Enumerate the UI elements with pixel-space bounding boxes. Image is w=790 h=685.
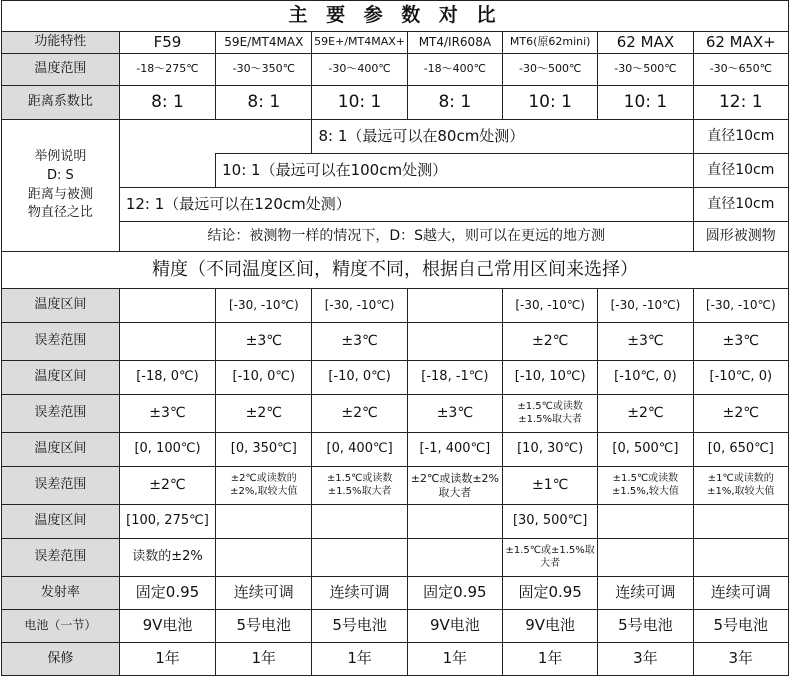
example-row <box>2 188 789 222</box>
label-line: 物直径之比 <box>27 205 93 221</box>
row-label: 误差范围 <box>2 395 120 433</box>
precision-row <box>2 505 789 539</box>
battery-row <box>2 610 789 643</box>
cell: [-30, -10℃) <box>216 289 312 323</box>
ds-ratio-row <box>2 86 789 120</box>
cell: 1年 <box>503 643 598 676</box>
cell: ±2℃或读数的±2%,取较大值 <box>216 467 312 505</box>
cell: 12: 1 <box>693 86 788 120</box>
conclusion-row <box>2 222 789 252</box>
blank-cell <box>119 120 312 154</box>
cell: [0, 400℃] <box>312 433 407 467</box>
cell: ±2℃或读数±2%取大者 <box>407 467 502 505</box>
cell: 固定0.95 <box>503 577 598 610</box>
cell: 读数的±2% <box>119 539 215 577</box>
row-label: 发射率 <box>2 577 120 610</box>
row-label: 温度范围 <box>2 54 120 86</box>
cell: ±1℃ <box>503 467 598 505</box>
cell <box>598 505 693 539</box>
cell: [-30, -10℃) <box>312 289 407 323</box>
cell: [-10, 0℃) <box>216 361 312 395</box>
cell: 5号电池 <box>216 610 312 643</box>
row-label: 距离系数比 <box>2 86 120 120</box>
cell: 8: 1 <box>119 86 215 120</box>
cell: 10: 1 <box>312 86 407 120</box>
cell: 5号电池 <box>693 610 788 643</box>
cell: -18～275℃ <box>119 54 215 86</box>
cell: 连续可调 <box>216 577 312 610</box>
cell: -30～650℃ <box>693 54 788 86</box>
cell <box>312 505 407 539</box>
cell: [-10, 0℃) <box>312 361 407 395</box>
cell <box>119 289 215 323</box>
cell: [100, 275℃] <box>119 505 215 539</box>
emissivity-row <box>2 577 789 610</box>
cell: 3年 <box>598 643 693 676</box>
cell: ±2℃ <box>216 395 312 433</box>
label-line: 举例说明 <box>34 148 87 164</box>
cell: ±2℃ <box>598 395 693 433</box>
example-text: 12: 1（最远可以在120cm处测） <box>119 188 693 222</box>
cell <box>216 539 312 577</box>
cell: 10: 1 <box>503 86 598 120</box>
cell: -30～400℃ <box>312 54 407 86</box>
cell <box>407 539 502 577</box>
cell: [30, 500℃] <box>503 505 598 539</box>
model-name: 62 MAX <box>598 32 693 54</box>
cell <box>693 539 788 577</box>
cell: [-30, -10℃) <box>598 289 693 323</box>
cell: 8: 1 <box>216 86 312 120</box>
cell: [0, 100℃) <box>119 433 215 467</box>
cell <box>312 539 407 577</box>
cell: ±1.5℃或读数±1.5%取大者 <box>312 467 407 505</box>
header-row <box>2 32 789 54</box>
cell: -30～500℃ <box>503 54 598 86</box>
cell <box>407 289 502 323</box>
row-label: 温度区间 <box>2 433 120 467</box>
precision-row <box>2 539 789 577</box>
cell: 1年 <box>407 643 502 676</box>
cell: ±1.5℃或读数±1.5%取大者 <box>503 395 598 433</box>
cell: [0, 650℃] <box>693 433 788 467</box>
row-label: 误差范围 <box>2 467 120 505</box>
cell: ±3℃ <box>312 323 407 361</box>
example-row <box>2 120 789 154</box>
cell <box>598 539 693 577</box>
cell: [0, 350℃] <box>216 433 312 467</box>
cell: ±3℃ <box>598 323 693 361</box>
row-label: 温度区间 <box>2 361 120 395</box>
cell: 连续可调 <box>598 577 693 610</box>
precision-row <box>2 395 789 433</box>
cell: 1年 <box>119 643 215 676</box>
model-name: F59 <box>119 32 215 54</box>
cell: 9V电池 <box>503 610 598 643</box>
cell: 固定0.95 <box>119 577 215 610</box>
model-name: 62 MAX+ <box>693 32 788 54</box>
row-label: 误差范围 <box>2 323 120 361</box>
precision-row <box>2 323 789 361</box>
cell: [-1, 400℃] <box>407 433 502 467</box>
cell: 9V电池 <box>119 610 215 643</box>
cell: 5号电池 <box>312 610 407 643</box>
row-label: 电池（一节） <box>2 610 120 643</box>
cell: -18～400℃ <box>407 54 502 86</box>
cell <box>693 505 788 539</box>
cell: 固定0.95 <box>407 577 502 610</box>
model-name: MT6(原62mini) <box>503 32 598 54</box>
cell: [-30, -10℃) <box>693 289 788 323</box>
cell: [-18, -1℃) <box>407 361 502 395</box>
cell <box>407 323 502 361</box>
example-text: 8: 1（最远可以在80cm处测） <box>312 120 693 154</box>
cell: [-10, 10℃) <box>503 361 598 395</box>
cell: ±3℃ <box>407 395 502 433</box>
cell: ±2℃ <box>312 395 407 433</box>
warranty-row <box>2 643 789 676</box>
cell: 1年 <box>312 643 407 676</box>
cell: 9V电池 <box>407 610 502 643</box>
conclusion-text: 结论：被测物一样的情况下，D：S越大，则可以在更远的地方测 <box>119 222 693 252</box>
cell: 8: 1 <box>407 86 502 120</box>
precision-row <box>2 289 789 323</box>
precision-row <box>2 433 789 467</box>
table-title: 主 要 参 数 对 比 <box>2 1 789 32</box>
cell: ±3℃ <box>119 395 215 433</box>
row-label: 温度区间 <box>2 289 120 323</box>
label-line: D: S <box>47 167 74 183</box>
cell: -30～500℃ <box>598 54 693 86</box>
cell: ±3℃ <box>693 323 788 361</box>
cell: 连续可调 <box>312 577 407 610</box>
row-label: 功能特性 <box>2 32 120 54</box>
blank-cell <box>119 154 215 188</box>
cell: -30～350℃ <box>216 54 312 86</box>
precision-row <box>2 467 789 505</box>
cell: ±2℃ <box>119 467 215 505</box>
cell: [-30, -10℃) <box>503 289 598 323</box>
cell: [-10℃, 0) <box>693 361 788 395</box>
cell: [10, 30℃) <box>503 433 598 467</box>
cell: ±2℃ <box>503 323 598 361</box>
spec-comparison-table <box>1 0 789 676</box>
cell: 1年 <box>216 643 312 676</box>
cell: 3年 <box>693 643 788 676</box>
cell: ±1℃或读数的±1%,取较大值 <box>693 467 788 505</box>
cell <box>407 505 502 539</box>
example-text: 10: 1（最远可以在100cm处测） <box>216 154 693 188</box>
temp-range-row <box>2 54 789 86</box>
cell: 5号电池 <box>598 610 693 643</box>
cell: [-18, 0℃) <box>119 361 215 395</box>
conclusion-note: 圆形被测物 <box>693 222 788 252</box>
example-diameter: 直径10cm <box>693 154 788 188</box>
model-name: 59E/MT4MAX <box>216 32 312 54</box>
precision-row <box>2 361 789 395</box>
cell: 10: 1 <box>598 86 693 120</box>
model-name: MT4/IR608A <box>407 32 502 54</box>
example-row <box>2 154 789 188</box>
row-label: 误差范围 <box>2 539 120 577</box>
row-label: 温度区间 <box>2 505 120 539</box>
example-label <box>2 120 120 252</box>
cell: ±2℃ <box>693 395 788 433</box>
example-diameter: 直径10cm <box>693 188 788 222</box>
cell: ±3℃ <box>216 323 312 361</box>
cell: [0, 500℃] <box>598 433 693 467</box>
cell: [-10℃, 0) <box>598 361 693 395</box>
cell: ±1.5℃或±1.5%取大者 <box>503 539 598 577</box>
row-label: 保修 <box>2 643 120 676</box>
cell <box>119 323 215 361</box>
cell: ±1.5℃或读数±1.5%,较大值 <box>598 467 693 505</box>
precision-title: 精度（不同温度区间，精度不同，根据自己常用区间来选择） <box>2 252 789 289</box>
label-line: 距离与被测 <box>27 186 93 202</box>
model-name: 59E+/MT4MAX+ <box>312 32 407 54</box>
cell: 连续可调 <box>693 577 788 610</box>
cell <box>216 505 312 539</box>
example-diameter: 直径10cm <box>693 120 788 154</box>
